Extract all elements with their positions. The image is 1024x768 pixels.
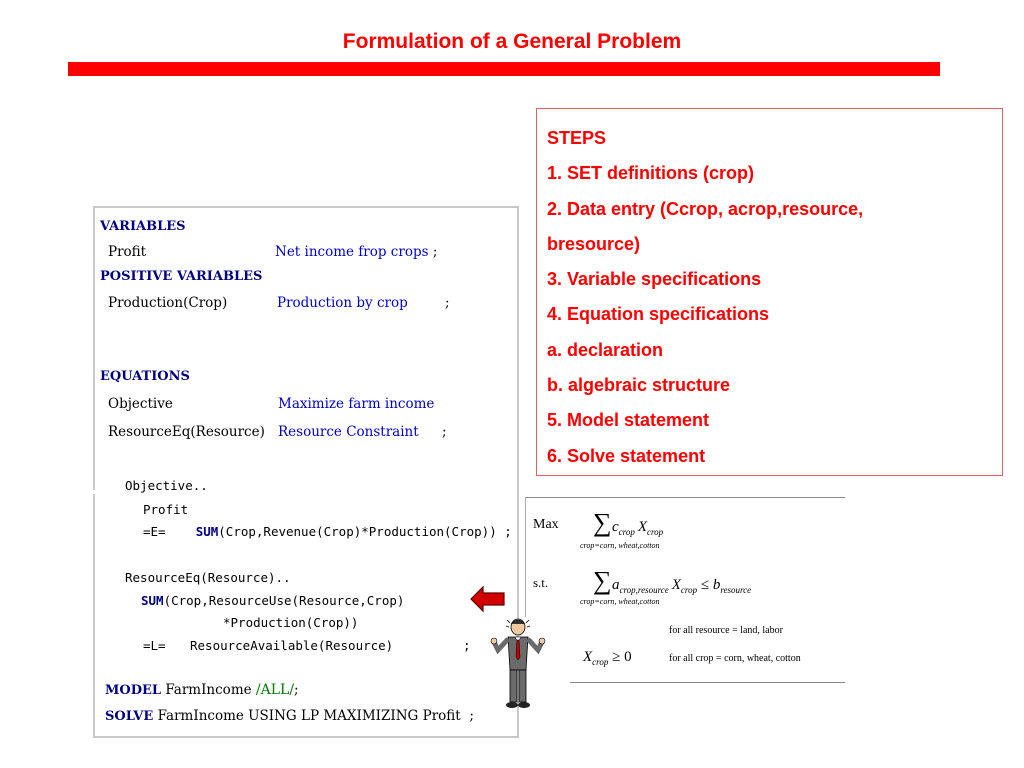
solve-statement	[105, 708, 474, 724]
variable-x: X	[583, 649, 593, 665]
panel-top-border	[525, 497, 845, 498]
sum-index: crop=corn, wheat,cotton	[580, 541, 660, 550]
eq-resourceeq: ResourceEq(Resource)	[108, 424, 265, 440]
coefficient-a: a	[612, 577, 620, 593]
semicolon: ;	[445, 295, 450, 311]
keyword-model: MODEL	[105, 683, 162, 698]
sigma-icon: ∑	[593, 508, 612, 537]
coefficient-c: c	[612, 519, 619, 535]
forall-crop: for all crop = corn, wheat, cotton	[669, 653, 801, 664]
geq-zero: ≥ 0	[612, 649, 632, 665]
keyword-sum: SUM	[195, 524, 219, 539]
resource-definition: ResourceEq(Resource)..	[125, 570, 291, 585]
step-item: bresource)	[547, 233, 641, 254]
code-profit-desc	[275, 244, 437, 260]
semicolon: ;	[442, 424, 447, 440]
slide-title: Formulation of a General Problem	[342, 30, 682, 53]
code-positive-line	[100, 268, 262, 284]
max-label: Max	[533, 517, 559, 532]
objective-term	[612, 519, 663, 537]
code-variables-line	[100, 218, 186, 234]
model-all: /ALL/	[255, 682, 295, 698]
semicolon: ;	[432, 244, 438, 260]
algebraic-model-panel	[525, 497, 845, 683]
panel-left-border	[525, 497, 526, 617]
subscript: crop	[592, 657, 609, 667]
variable-x: X	[637, 519, 648, 535]
model-statement	[105, 682, 299, 698]
forall-resource: for all resource = land, labor	[669, 625, 783, 636]
resource-production: *Production(Crop))	[223, 615, 359, 630]
step-item: 6. Solve statement	[547, 445, 706, 466]
model-name: FarmIncome	[165, 682, 252, 698]
var-profit: Profit	[108, 244, 147, 260]
panel-bottom-border	[570, 682, 845, 683]
keyword-equations: EQUATIONS	[100, 369, 190, 384]
step-item: 3. Variable specifications	[547, 269, 762, 290]
steps-heading: STEPS	[547, 128, 607, 148]
subscript: crop	[618, 527, 635, 537]
code-panel-gap	[93, 490, 101, 494]
objective-description: Maximize farm income	[278, 396, 435, 412]
shrugging-person-icon	[490, 612, 546, 712]
semicolon: ;	[294, 682, 299, 698]
step-item: 1. SET definitions (crop)	[547, 163, 755, 184]
semicolon: ;	[469, 708, 474, 724]
subscript: crop	[680, 585, 698, 595]
keyword-positive-variables: POSITIVE VARIABLES	[100, 269, 263, 284]
eq-objective: Objective	[108, 396, 173, 412]
subscript: crop	[647, 527, 664, 537]
step-item: 4. Equation specifications	[547, 304, 770, 325]
subject-to-label: s.t.	[533, 575, 549, 590]
objective-profit: Profit	[143, 502, 189, 517]
steps-panel	[536, 108, 1003, 476]
semicolon: ;	[504, 524, 512, 539]
step-item: 5. Model statement	[547, 410, 710, 431]
var-production: Production(Crop)	[108, 295, 228, 311]
keyword-variables: VARIABLES	[100, 219, 186, 234]
resource-eq-operator: =L=	[143, 638, 166, 653]
gams-code-panel	[93, 206, 519, 738]
objective-equation-line	[143, 524, 512, 539]
production-description: Production by crop	[277, 295, 408, 311]
resourceeq-description: Resource Constraint	[278, 424, 419, 440]
objective-definition: Objective..	[125, 478, 208, 493]
code-profit-line	[108, 244, 146, 260]
sigma-icon: ∑	[593, 566, 612, 595]
semicolon: ;	[463, 638, 471, 653]
code-equations-line	[100, 368, 190, 384]
sum-index: crop=corn, wheat,cotton	[580, 597, 660, 606]
subscript: resource	[720, 585, 752, 595]
nonnegativity	[583, 649, 632, 667]
variable-x: X	[671, 577, 681, 593]
title-underline-bar	[68, 62, 940, 76]
profit-description: Net income frop crops	[275, 244, 429, 260]
resource-available: ResourceAvailable(Resource)	[190, 638, 394, 653]
left-arrow-icon	[470, 585, 506, 613]
subscript: crop,resource	[619, 585, 669, 595]
leq-b: ≤ b	[700, 577, 721, 593]
resource-sum-expression: (Crop,ResourceUse(Resource,Crop)	[163, 593, 405, 608]
step-item: b. algebraic structure	[547, 375, 731, 396]
keyword-solve: SOLVE	[105, 709, 154, 724]
objective-sum-expression: (Crop,Revenue(Crop)*Production(Crop))	[218, 524, 497, 539]
step-item: 2. Data entry (Ccrop, acrop,resource,	[547, 198, 864, 219]
step-item: a. declaration	[547, 339, 664, 360]
constraint-term	[612, 577, 751, 595]
solve-rest: FarmIncome USING LP MAXIMIZING Profit	[157, 708, 461, 724]
resource-sum-line	[141, 593, 404, 608]
eq-operator: =E=	[143, 524, 166, 539]
keyword-sum: SUM	[141, 593, 164, 608]
